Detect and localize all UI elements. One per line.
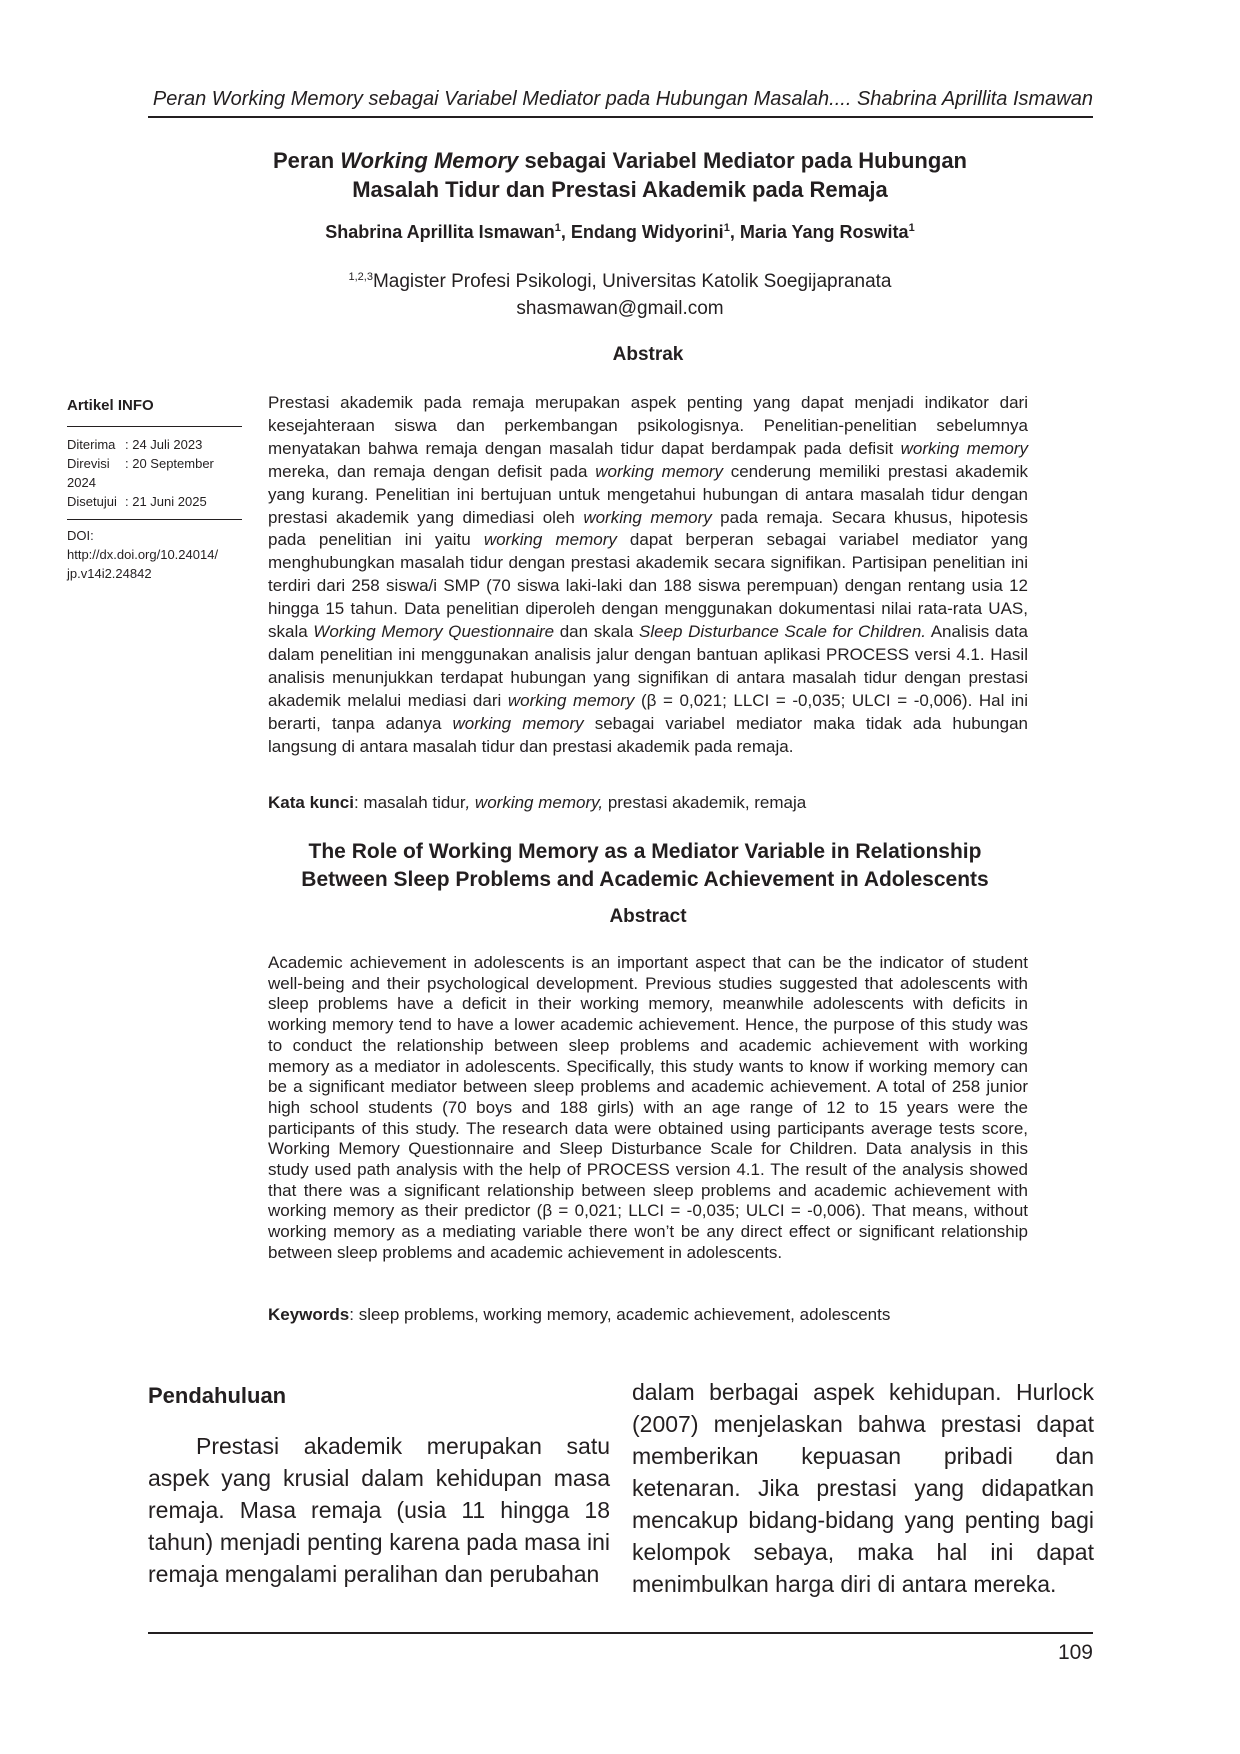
author-name: Shabrina Aprillita Ismawan <box>325 222 555 242</box>
date-value: : 20 September 2024 <box>67 456 214 490</box>
title-line2: Masalah Tidur dan Prestasi Akademik pada Remaja <box>352 177 888 202</box>
kata-kunci <box>268 793 1028 813</box>
date-row <box>67 454 242 492</box>
author-sup: 1 <box>723 222 730 234</box>
abstrak-italic: Working Memory Questionnaire <box>313 622 555 642</box>
date-label: Direvisi <box>67 456 110 471</box>
intro-left-column <box>148 1380 610 1590</box>
article-dates <box>67 427 242 519</box>
abstrak-text: Prestasi akademik pada remaja merupakan aspek penting yang dapat menjadi indikator dari kesejahteraan siswa dan perkembangan psikologisnya. Penelitian-penelitian sebelumnya menyatakan bahwa remaja dengan masalah tidur dapat berdampak pada defisit <box>268 393 1028 458</box>
abstrak-heading: Abstrak <box>612 344 684 365</box>
affiliation-text: Magister Profesi Psikologi, Universitas Katolik Soegijapranata <box>372 271 892 292</box>
abstrak-text: (β = 0,021; LLCI = -0,035; ULCI = -0,006). Hal ini berarti, tanpa adanya <box>268 690 1028 733</box>
intro-heading: Pendahuluan <box>148 1383 287 1408</box>
kata-kunci-label: Kata kunci <box>268 793 354 812</box>
footer-rule <box>148 1632 1093 1634</box>
abstrak-text: dan skala <box>554 622 639 642</box>
title-en-line2: Between Sleep Problems and Academic Achievement in Adolescents <box>301 868 989 891</box>
abstrak-text: dapat berperan sebagai variabel mediator yang menghubungkan masalah tidur dengan prestasi akademik secara signifikan. Partisipan penelitian ini terdiri dari 258 siswa/i SMP (70 siswa laki-laki dan 188 siswa perempuan) dengan rentang usia 12 hingga 15 tahun. Data penelitian diperoleh dengan menggunakan dokumentasi nilai rata-rata UAS, skala <box>268 530 1028 642</box>
date-row <box>67 492 242 511</box>
page-number: 109 <box>1057 1641 1093 1664</box>
keywords-label: Keywords <box>268 1305 350 1324</box>
title-rest: sebagai Variabel Mediator pada Hubungan <box>518 148 967 173</box>
abstrak-body <box>268 392 1028 759</box>
abstrak-italic: working memory <box>900 438 1028 458</box>
kata-kunci-text: : masalah tidur <box>353 793 466 812</box>
title-en-line1: The Role of Working Memory as a Mediator Variable in Relationship <box>308 840 982 863</box>
abstrak-text: pada remaja. Secara khusus, hipotesis pada penelitian ini yaitu <box>268 507 1028 550</box>
article-title-en <box>240 838 1050 894</box>
author-name: Maria Yang Roswita <box>739 222 909 242</box>
abstrak-text: Analisis data dalam penelitian ini menggunakan analisis jalur dengan bantuan aplikasi PROCESS versi 4.1. Hasil analisis menunjukkan terdapat hubungan yang signifikan di antara masalah tidur dengan prestasi akademik melalui mediasi dari <box>268 622 1028 710</box>
header-rule <box>148 116 1093 118</box>
keywords <box>268 1305 1028 1325</box>
kata-kunci-text: prestasi akademik, remaja <box>603 793 807 812</box>
date-value: : 24 Juli 2023 <box>125 437 203 452</box>
article-info-title: Artikel INFO <box>67 397 154 414</box>
abstrak-italic: working memory <box>452 713 584 733</box>
abstrak-italic: working memory <box>507 690 635 710</box>
date-row <box>67 435 242 454</box>
date-value: : 21 Juni 2025 <box>125 494 207 509</box>
abstrak-italic: Sleep Disturbance Scale for Children. <box>639 622 927 642</box>
abstrak-text: sebagai variabel mediator maka tidak ada hubungan langsung di antara masalah tidur dan prestasi akademik pada remaja. <box>268 713 1028 756</box>
abstrak-text: cenderung memiliki prestasi akademik yang kurang. Penelitian ini bertujuan untuk mengetahui hubungan di antara masalah tidur dengan prestasi akademik yang dimediasi oleh <box>268 461 1029 527</box>
doi-line1[interactable]: DOI: http://dx.doi.org/10.24014/ <box>67 528 219 562</box>
affiliation-sup: 1,2,3 <box>348 271 373 283</box>
doi-line2[interactable]: jp.v14i2.24842 <box>67 566 152 581</box>
abstrak-text: mereka, dan remaja dengan defisit pada <box>268 461 596 481</box>
affiliation <box>230 268 1010 322</box>
abstrak-italic: working memory <box>483 530 617 550</box>
abstract-body: Academic achievement in adolescents is an important aspect that can be the indicator of student well-being and their psychological development. Previous studies suggested that adolescents with sleep problems have a deficit in their working memory, meanwhile adolescents with deficits in working memory tend to have a lower academic achievement. Hence, the purpose of this study was to conduct the relationship between sleep problems and academic achievement with working memory as a mediator in adolescents. Specifically, this study wants to know if working memory can be a significant mediator between sleep problems and academic achievement. A total of 258 junior high school students (70 boys and 188 girls) with an age range of 12 to 15 years were the participants of this study. The research data were obtained using participants average tests score, Working Memory Questionnaire and Sleep Disturbance Scale for Children. Data analysis in this study used path analysis with the help of PROCESS version 4.1. The result of the analysis showed that there was a significant relationship between sleep problems and academic achievement with working memory as their predictor (β = 0,021; LLCI = -0,035; ULCI = -0,006). That means, without working memory as a mediating variable there won’t be any direct effect or significant relationship between sleep problems and academic achievement in adolescents. <box>268 953 1028 1262</box>
authors: Shabrina Aprillita Ismawan$^1$, Endang Widyorini$^1$, Maria Yang Roswita$^1$ <box>325 222 915 242</box>
author-email: shasmawan@gmail.com <box>516 298 724 319</box>
title-italic: Working Memory <box>340 148 519 173</box>
article-title-id <box>230 146 1010 204</box>
abstract-heading: Abstract <box>609 906 687 927</box>
date-label: Diterima <box>67 437 116 452</box>
intro-paragraph-continued: dalam berbagai aspek kehidupan. Hurlock (2007) menjelaskan bahwa prestasi dapat memberikan kepuasan pribadi dan ketenaran. Jika prestasi yang didapatkan mencakup bidang-bidang yang penting bagi kelompok sebaya, maka hal ini dapat menimbulkan harga diri di antara mereka. <box>632 1379 1094 1597</box>
kata-kunci-italic: , working memory, <box>465 793 604 812</box>
author-name: Endang Widyorini <box>570 222 724 242</box>
doi[interactable] <box>67 520 242 583</box>
date-label: Disetujui <box>67 494 117 509</box>
title-prefix: Peran <box>273 148 341 173</box>
intro-right-column <box>632 1376 1094 1600</box>
abstrak-italic: working memory <box>595 461 723 481</box>
abstrak-italic: working memory <box>583 507 712 527</box>
running-head: Peran Working Memory sebagai Variabel Mediator pada Hubungan Masalah.... Shabrina Aprillita Ismawan <box>152 88 1093 110</box>
article-info <box>67 397 242 583</box>
intro-paragraph: Prestasi akademik merupakan satu aspek yang krusial dalam kehidupan masa remaja. Masa remaja (usia 11 hingga 18 tahun) menjadi penting karena pada masa ini remaja mengalami peralihan dan perubahan <box>148 1433 610 1587</box>
keywords-text: : sleep problems, working memory, academic achievement, adolescents <box>349 1305 891 1324</box>
author-sup: 1 <box>554 222 561 234</box>
author-sup: 1 <box>908 222 915 234</box>
